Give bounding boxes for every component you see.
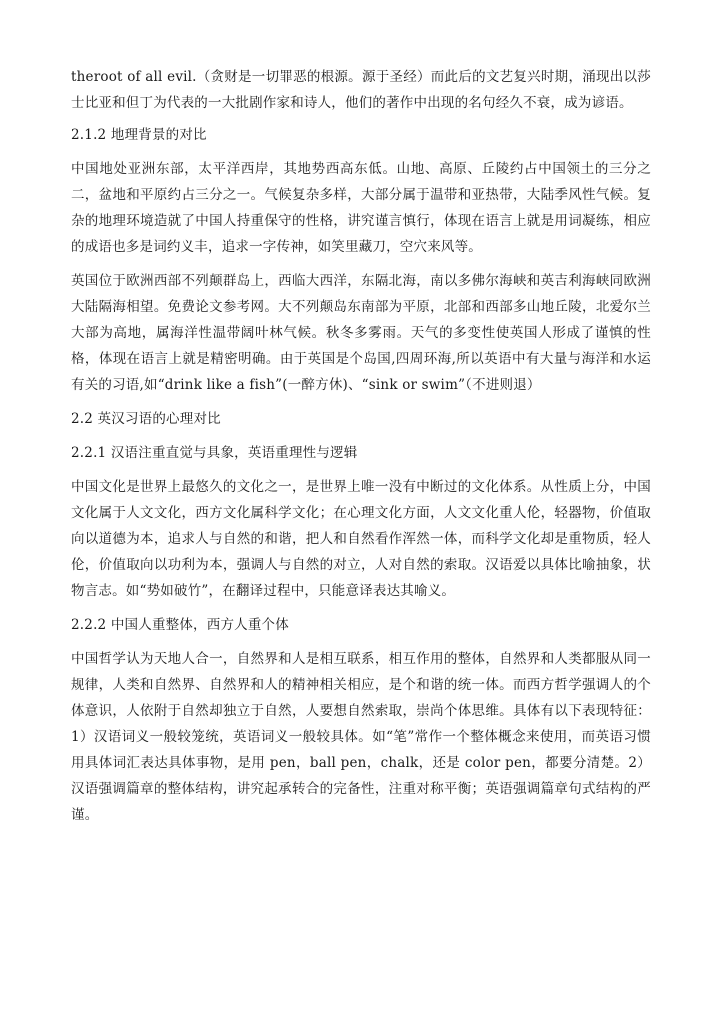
paragraph-5: 中国哲学认为天地人合一，自然界和人是相互联系，相互作用的整体，自然界和人类都服从同一规律，人类和自然界、自然界和人的精神相关相应，是个和谐的统一体。而西方哲学强调人的个体意识，人依附于自然却独立于自然，人要想自然索取，崇尚个体思维。具体有以下表现特征：1）汉语词义一般较笼统，英语词义一般较具体。如“笔”常作一个整体概念来使用，而英语习惯用具体词汇表达具体事物，是用 pen，ball pen，chalk，还是 color pen，都要分清楚。2）汉语强调篇章的整体结构，讲究起承转合的完备性，注重对称平衡；英语强调篇章句式结构的严谨。 — [71, 651, 651, 823]
section-heading-2-2-1: 2.2.1 汉语注重直觉与具象，英语重理性与逻辑 — [71, 445, 358, 461]
paragraph-1: theroot of all evil.（贪财是一切罪恶的根源。源于圣经）而此后的文艺复兴时期，涌现出以莎士比亚和但丁为代表的一大批剧作家和诗人，他们的著作中出现的名句经久不衰，成为谚语。 — [71, 69, 651, 111]
section-heading-2-2-2: 2.2.2 中国人重整体，西方人重个体 — [71, 617, 289, 633]
section-heading-2-1-2: 2.1.2 地理背景的对比 — [71, 127, 207, 143]
paragraph-2: 中国地处亚洲东部，太平洋西岸，其地势西高东低。山地、高原、丘陵约占中国领土的三分之二，盆地和平原约占三分之一。气候复杂多样，大部分属于温带和亚热带，大陆季风性气候。复杂的地理环境造就了中国人持重保守的性格，讲究谨言慎行，体现在语言上就是用词凝练，相应的成语也多是词约义丰，追求一字传神，如笑里藏刀，空穴来风等。 — [71, 161, 651, 255]
paragraph-3: 英国位于欧洲西部不列颠群岛上，西临大西洋，东隔北海，南以多佛尔海峡和英吉利海峡同欧洲大陆隔海相望。免费论文参考网。大不列颠岛东南部为平原，北部和西部多山地丘陵，北爱尔兰大部为高地，属海洋性温带阔叶林气候。秋冬多雾雨。天气的多变性使英国人形成了谨慎的性格，体现在语言上就是精密明确。由于英国是个岛国,四周环海,所以英语中有大量与海洋和水运有关的习语,如“drink like a fish”(一醉方休)、“sink or swim”（不进则退） — [71, 273, 651, 393]
document-page — [71, 64, 651, 836]
paragraph-4: 中国文化是世界上最悠久的文化之一，是世界上唯一没有中断过的文化体系。从性质上分，中国文化属于人文文化，西方文化属科学文化；在心理文化方面，人文文化重人伦，轻器物，价值取向以道德为本，追求人与自然的和谐，把人和自然看作浑然一体，而科学文化却是重物质，轻人伦，价值取向以功利为本，强调人与自然的对立，人对自然的索取。汉语爱以具体比喻抽象，状物言志。如“势如破竹”，在翻译过程中，只能意译表达其喻义。 — [71, 479, 651, 599]
section-heading-2-2: 2.2 英汉习语的心理对比 — [71, 411, 221, 427]
